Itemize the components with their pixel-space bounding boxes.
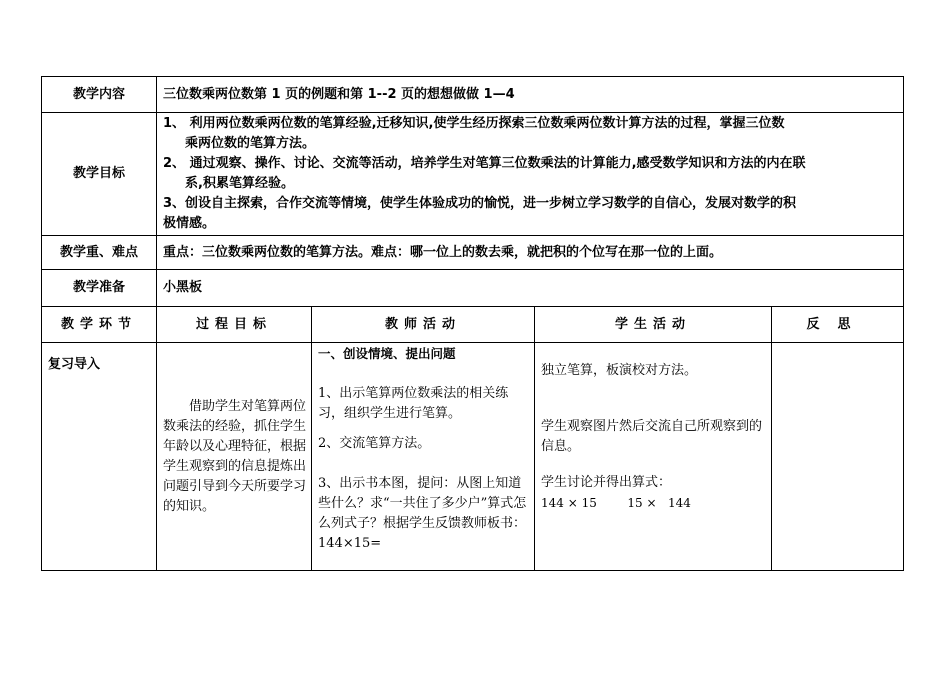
keypoints-value: 重点：三位数乘两位数的笔算方法。难点：哪一位上的数去乘，就把积的个位写在那一位的上面。 — [157, 236, 904, 270]
header-reflect: 反思 — [772, 307, 904, 343]
student-line-3: 学生讨论并得出算式： — [541, 475, 672, 490]
row-content — [42, 77, 904, 113]
aim-cell — [157, 343, 312, 571]
header-student: 学生活动 — [535, 307, 772, 343]
aim-text: 借助学生对笔算两位数乘法的经验，抓住学生年龄以及心理特征，根据学生观察到的信息提炼出问题引导到今天所要学习的知识。 — [163, 398, 307, 514]
student-cell — [535, 343, 772, 571]
header-stage: 教学环节 — [42, 307, 157, 343]
header-row — [42, 307, 904, 343]
goals-value — [157, 113, 904, 236]
goals-label: 教学目标 — [42, 113, 157, 236]
prep-value: 小黑板 — [157, 270, 904, 307]
keypoints-label: 教学重、难点 — [42, 236, 157, 270]
goal-line: 3、创设自主探索，合作交流等情境，使学生体验成功的愉悦，进一步树立学习数学的自信心，发展对数学的积 — [163, 196, 797, 211]
reflect-cell — [772, 343, 904, 571]
section-row — [42, 343, 904, 571]
content-label: 教学内容 — [42, 77, 157, 113]
goal-line: 2、 通过观察、操作、讨论、交流等活动，培养学生对笔算三位数乘法的计算能力,感受数学知识和方法的内在联 — [163, 156, 806, 171]
teacher-cell — [312, 343, 535, 571]
teacher-step-1: 1、出示笔算两位数乘法的相关练习，组织学生进行笔算。 — [318, 386, 509, 421]
content-value: 三位数乘两位数第 1 页的例题和第 1--2 页的想想做做 1—4 — [157, 77, 904, 113]
goal-line: 系,积累笔算经验。 — [185, 176, 294, 191]
row-keypoints — [42, 236, 904, 270]
teacher-heading: 一、创设情境、提出问题 — [318, 346, 456, 361]
goal-line: 极情感。 — [163, 216, 216, 231]
lesson-plan-table — [41, 76, 904, 571]
teacher-step-3: 3、出示书本图，提问：从图上知道些什么？求“一共住了多少户”算式怎么列式子？根据学生反馈教师板书：144×15= — [318, 476, 527, 551]
row-prep — [42, 270, 904, 307]
goal-line: 乘两位数的笔算方法。 — [185, 136, 316, 151]
student-line-1: 独立笔算，板演校对方法。 — [541, 363, 698, 378]
header-teacher: 教师活动 — [312, 307, 535, 343]
stage-cell: 复习导入 — [42, 343, 157, 571]
teacher-step-2: 2、交流笔算方法。 — [318, 436, 431, 451]
goal-line: 1、 利用两位数乘两位数的笔算经验,迁移知识,使学生经历探索三位数乘两位数计算方法的过程，掌握三位数 — [163, 116, 785, 131]
student-line-2: 学生观察图片然后交流自己所观察到的信息。 — [541, 419, 763, 454]
row-goals — [42, 113, 904, 236]
prep-label: 教学准备 — [42, 270, 157, 307]
student-line-4: 144 × 15 15 × 144 — [541, 496, 691, 510]
header-aim: 过程目标 — [157, 307, 312, 343]
